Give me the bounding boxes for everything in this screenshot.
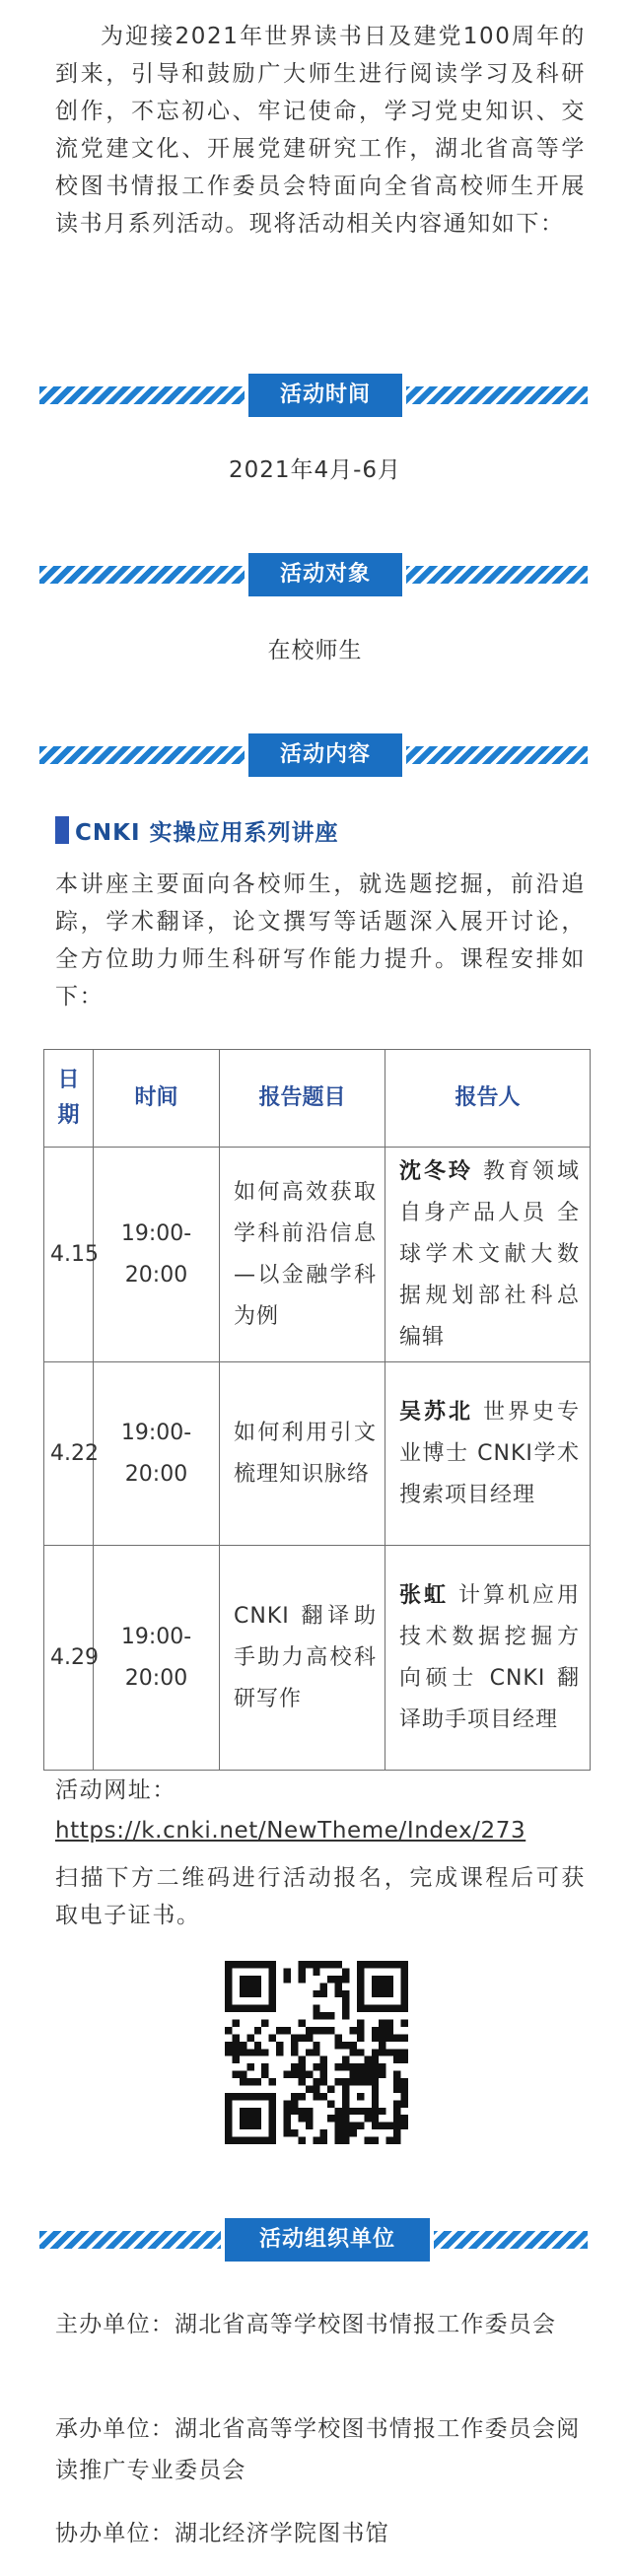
row-topic: CNKI 翻译助手助力高校科研写作 [220, 1546, 385, 1771]
speaker-name: 吴苏北 [399, 1399, 473, 1425]
section-header-organizers [39, 2218, 588, 2262]
qr-code-image [225, 1961, 408, 2144]
intro-paragraph: 为迎接2021年世界读书日及建党100周年的到来，引导和鼓励广大师生进行阅读学习及科研创作，不忘初心、牢记使命，学习党史知识、交流党建文化、开展党建研究工作，湖北省高等学校图书情报工作委员会特面向全省高校师生开展读书月系列活动。现将活动相关内容通知如下： [55, 24, 586, 237]
section-header-time [39, 374, 588, 417]
speaker-desc: 教育领域自身产品人员 全球学术文献大数据规划部社科总编辑 [399, 1158, 580, 1350]
table-row [44, 1546, 591, 1771]
row-time: 19:00-20:00 [94, 1148, 220, 1362]
row-speaker [385, 1362, 591, 1546]
row-speaker [385, 1148, 591, 1362]
row-date: 4.22 [44, 1362, 94, 1546]
title-marker [55, 816, 69, 844]
row-time: 19:00-20:00 [94, 1546, 220, 1771]
host-unit: 主办单位：湖北省高等学校图书情报工作委员会 [55, 2312, 557, 2337]
section-header-target [39, 553, 588, 596]
header-topic: 报告题目 [220, 1050, 385, 1148]
organizer-unit: 承办单位：湖北省高等学校图书情报工作委员会阅读推广专业委员会 [55, 2416, 581, 2483]
row-topic: 如何高效获取学科前沿信息—以金融学科为例 [220, 1148, 385, 1362]
section-header-content [39, 733, 588, 777]
row-time: 19:00-20:00 [94, 1362, 220, 1546]
table-row [44, 1148, 591, 1362]
co-organizer-unit: 协办单位：湖北经济学院图书馆 [55, 2521, 389, 2546]
speaker-desc: 计算机应用技术数据挖掘方向硕士 CNKI 翻译助手项目经理 [399, 1582, 580, 1732]
section-title-target: 活动对象 [248, 553, 402, 596]
header-date: 日期 [44, 1050, 94, 1148]
activity-target-value: 在校师生 [267, 638, 363, 663]
table-header-row [44, 1050, 591, 1148]
header-speaker: 报告人 [385, 1050, 591, 1148]
row-topic: 如何利用引文梳理知识脉络 [220, 1362, 385, 1546]
activity-url-note: 扫描下方二维码进行活动报名，完成课程后可获取电子证书。 [55, 1865, 586, 1928]
section-title-content: 活动内容 [248, 733, 402, 777]
lecture-description: 本讲座主要面向各校师生，就选题挖掘，前沿追踪，学术翻译，论文撰写等话题深入展开讨论，全方位助力师生科研写作能力提升。课程安排如下： [55, 871, 586, 1010]
speaker-name: 沈冬玲 [399, 1158, 473, 1184]
lecture-title [55, 814, 339, 846]
schedule-table [43, 1049, 591, 1771]
activity-url-link[interactable]: https://k.cnki.net/NewTheme/Index/273 [55, 1818, 526, 1844]
row-date: 4.29 [44, 1546, 94, 1771]
activity-url-label: 活动网址： [55, 1777, 176, 1803]
section-title-time: 活动时间 [248, 374, 402, 417]
table-row [44, 1362, 591, 1546]
header-time: 时间 [94, 1050, 220, 1148]
activity-time-value: 2021年4月-6月 [228, 457, 402, 483]
speaker-name: 张虹 [399, 1582, 449, 1608]
lecture-title-text: CNKI 实操应用系列讲座 [75, 819, 339, 846]
row-date: 4.15 [44, 1148, 94, 1362]
section-title-organizers: 活动组织单位 [225, 2218, 430, 2262]
row-speaker [385, 1546, 591, 1771]
speaker-desc: 世界史专业博士 CNKI学术搜索项目经理 [399, 1399, 580, 1507]
